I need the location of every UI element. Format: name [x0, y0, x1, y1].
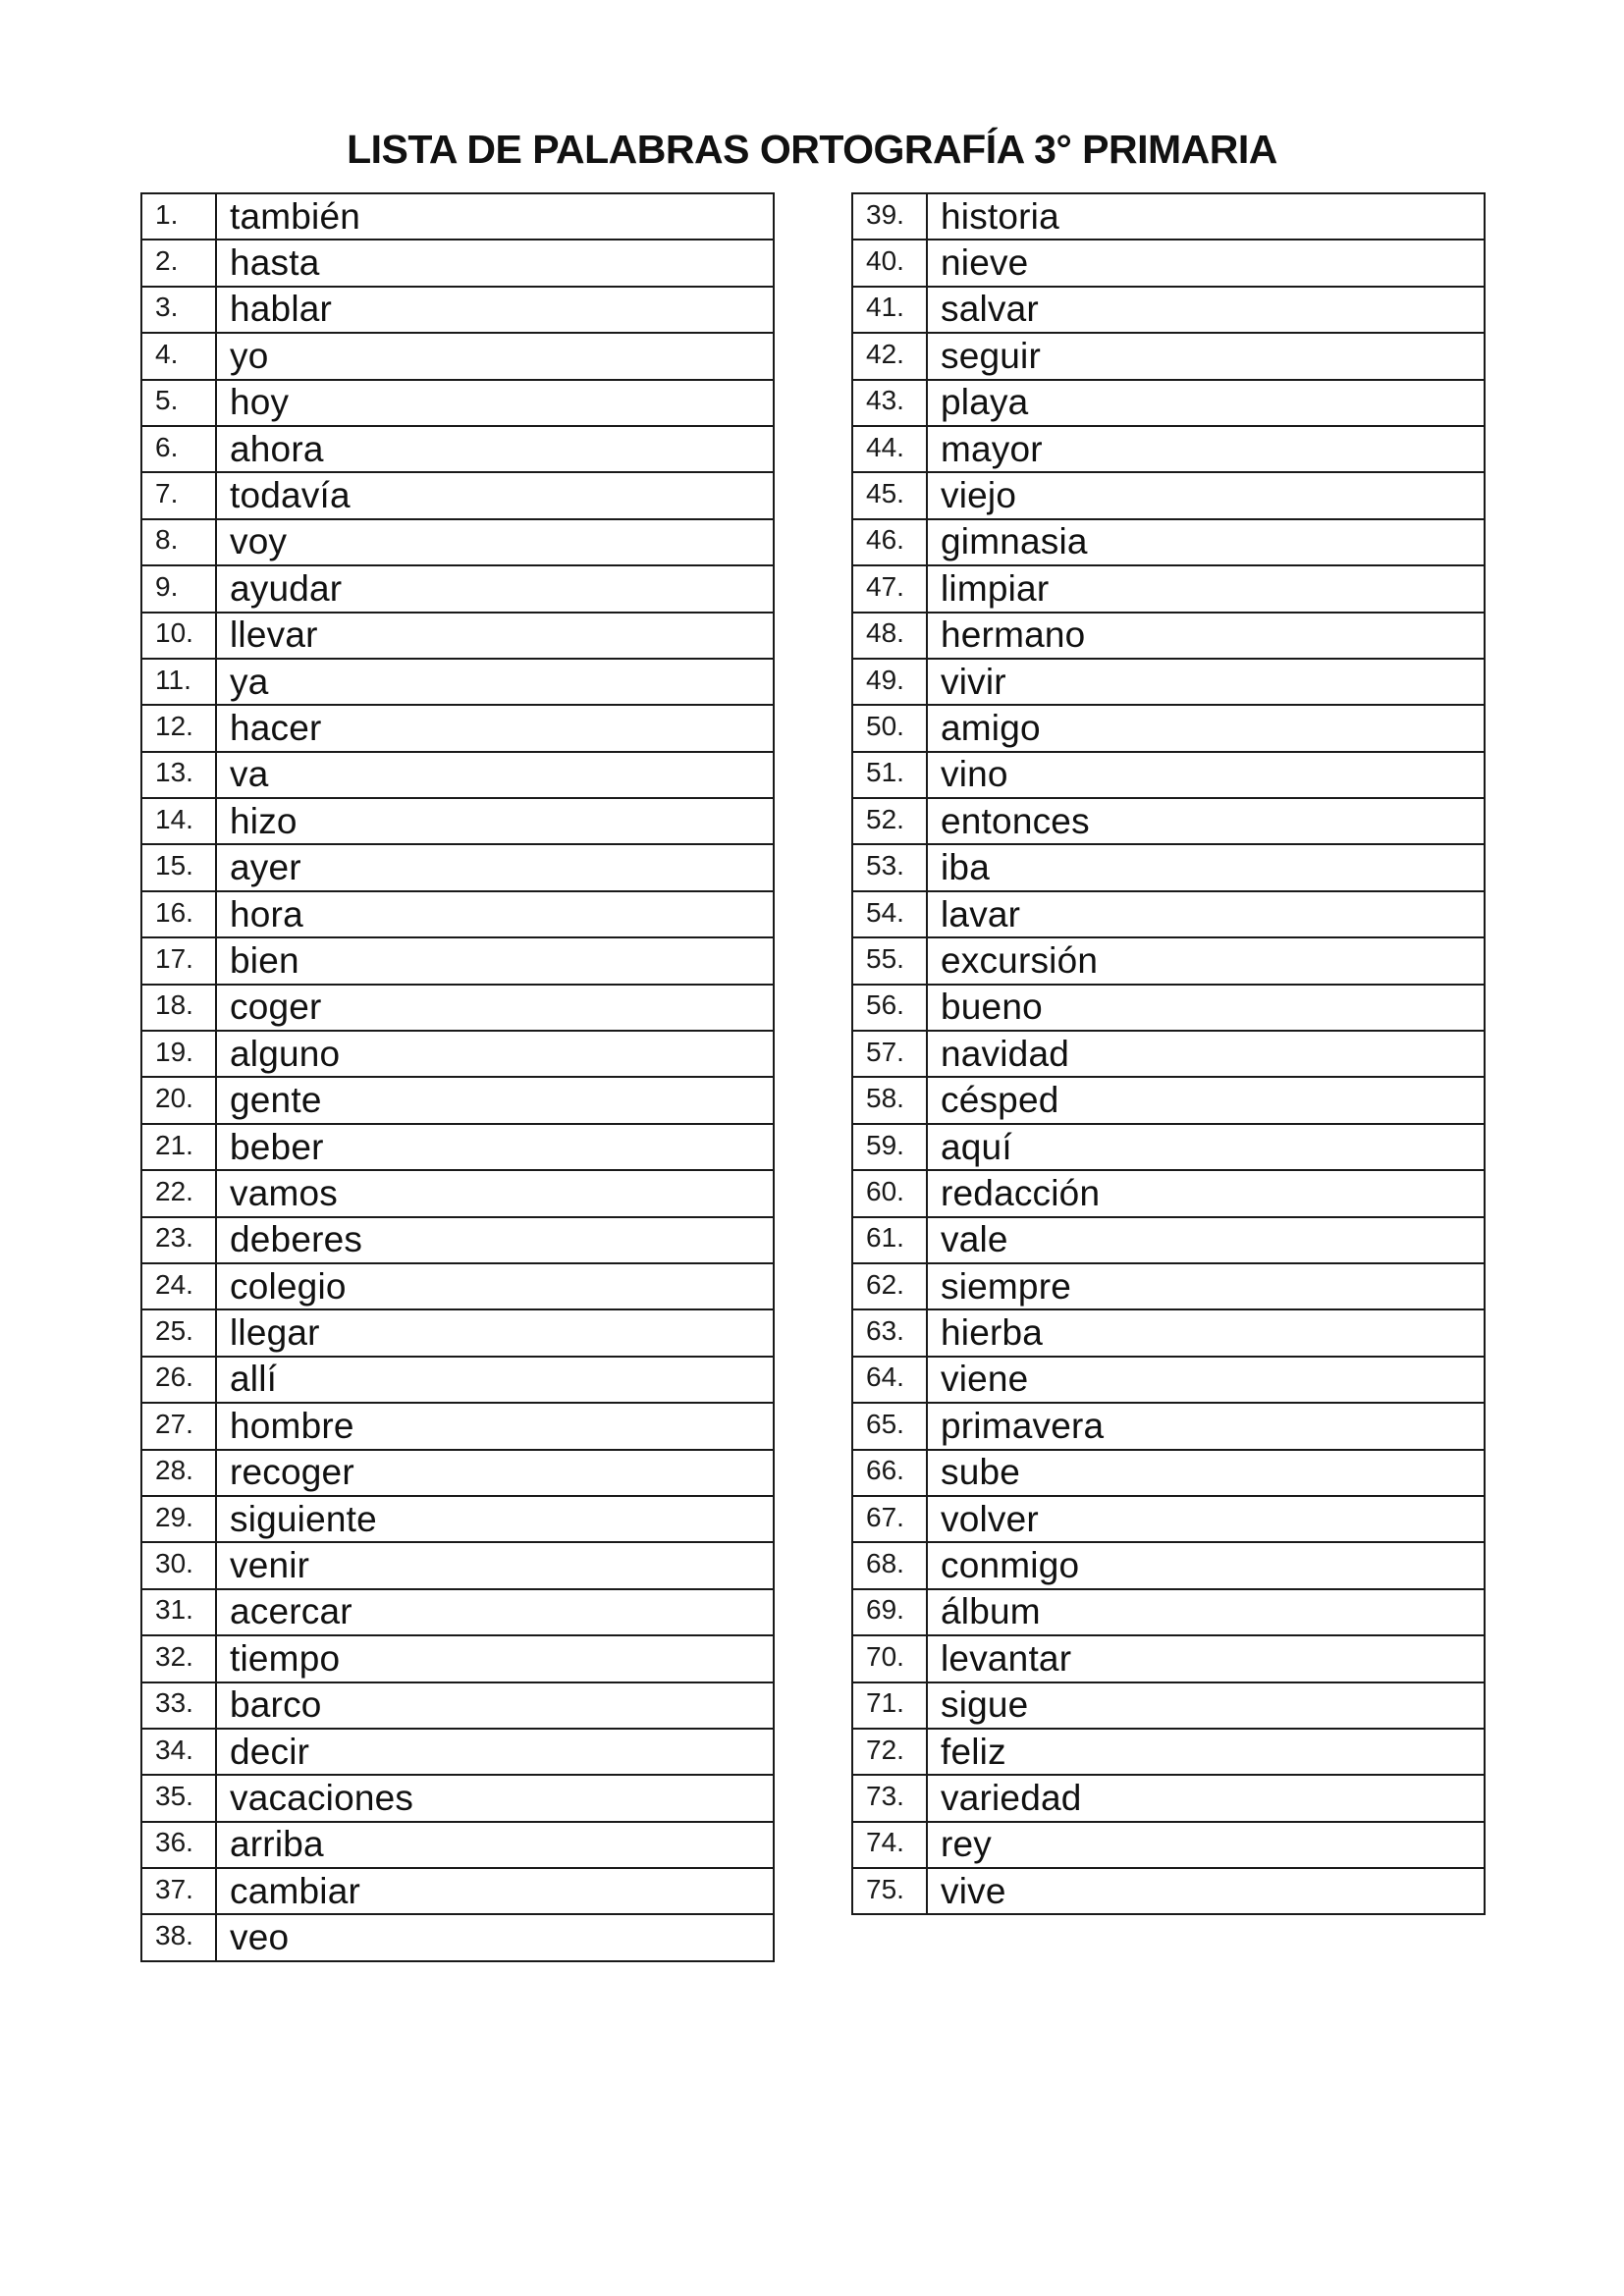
table-row	[141, 1217, 774, 1263]
entry-word: vacaciones	[216, 1775, 774, 1821]
entry-number: 25.	[141, 1309, 216, 1356]
entry-word: playa	[927, 380, 1485, 426]
entry-word: también	[216, 193, 774, 240]
entry-number: 21.	[141, 1124, 216, 1170]
entry-number: 71.	[852, 1682, 927, 1729]
table-row	[141, 985, 774, 1031]
page-title: LISTA DE PALABRAS ORTOGRAFÍA 3° PRIMARIA	[347, 127, 1277, 172]
table-row	[852, 565, 1485, 612]
table-row	[852, 1403, 1485, 1449]
entry-word: aquí	[927, 1124, 1485, 1170]
table-row	[852, 333, 1485, 379]
table-row	[852, 1822, 1485, 1868]
entry-word: hombre	[216, 1403, 774, 1449]
entry-number: 26.	[141, 1357, 216, 1403]
entry-word: conmigo	[927, 1542, 1485, 1588]
entry-number: 59.	[852, 1124, 927, 1170]
entry-number: 61.	[852, 1217, 927, 1263]
entry-word: álbum	[927, 1589, 1485, 1635]
entry-number: 16.	[141, 891, 216, 937]
table-row	[852, 1170, 1485, 1216]
entry-number: 42.	[852, 333, 927, 379]
entry-word: césped	[927, 1077, 1485, 1123]
entry-number: 15.	[141, 844, 216, 890]
table-row	[141, 613, 774, 659]
entry-word: primavera	[927, 1403, 1485, 1449]
entry-word: ayer	[216, 844, 774, 890]
entry-word: ahora	[216, 426, 774, 472]
entry-word: limpiar	[927, 565, 1485, 612]
table-row	[852, 659, 1485, 705]
entry-number: 17.	[141, 937, 216, 984]
table-row	[141, 193, 774, 240]
table-row	[141, 1263, 774, 1309]
entry-word: cambiar	[216, 1868, 774, 1914]
entry-word: venir	[216, 1542, 774, 1588]
entry-word: alguno	[216, 1031, 774, 1077]
entry-word: historia	[927, 193, 1485, 240]
entry-number: 55.	[852, 937, 927, 984]
entry-number: 65.	[852, 1403, 927, 1449]
entry-word: allí	[216, 1357, 774, 1403]
table-row	[852, 985, 1485, 1031]
table-row	[141, 1542, 774, 1588]
entry-word: colegio	[216, 1263, 774, 1309]
word-table-left-body	[141, 193, 774, 1961]
table-row	[852, 752, 1485, 798]
table-row	[141, 752, 774, 798]
table-row	[852, 1357, 1485, 1403]
table-row	[141, 1357, 774, 1403]
entry-number: 3.	[141, 287, 216, 333]
entry-word: todavía	[216, 472, 774, 518]
entry-word: redacción	[927, 1170, 1485, 1216]
entry-number: 62.	[852, 1263, 927, 1309]
entry-word: vino	[927, 752, 1485, 798]
table-row	[141, 891, 774, 937]
entry-word: feliz	[927, 1729, 1485, 1775]
table-row	[852, 426, 1485, 472]
entry-word: bien	[216, 937, 774, 984]
table-row	[141, 1496, 774, 1542]
entry-word: gente	[216, 1077, 774, 1123]
entry-number: 50.	[852, 705, 927, 751]
entry-number: 49.	[852, 659, 927, 705]
entry-word: gimnasia	[927, 519, 1485, 565]
entry-number: 64.	[852, 1357, 927, 1403]
entry-word: navidad	[927, 1031, 1485, 1077]
table-row	[852, 1542, 1485, 1588]
entry-word: mayor	[927, 426, 1485, 472]
entry-number: 13.	[141, 752, 216, 798]
entry-number: 54.	[852, 891, 927, 937]
entry-number: 12.	[141, 705, 216, 751]
entry-number: 73.	[852, 1775, 927, 1821]
entry-word: sigue	[927, 1682, 1485, 1729]
table-row	[141, 1309, 774, 1356]
entry-number: 48.	[852, 613, 927, 659]
entry-word: hasta	[216, 240, 774, 286]
table-row	[852, 613, 1485, 659]
entry-word: sube	[927, 1450, 1485, 1496]
entry-number: 52.	[852, 798, 927, 844]
entry-number: 70.	[852, 1635, 927, 1682]
entry-word: tiempo	[216, 1635, 774, 1682]
entry-number: 5.	[141, 380, 216, 426]
entry-number: 20.	[141, 1077, 216, 1123]
entry-number: 68.	[852, 1542, 927, 1588]
table-row	[852, 705, 1485, 751]
table-row	[141, 519, 774, 565]
entry-word: coger	[216, 985, 774, 1031]
table-row	[141, 472, 774, 518]
entry-word: vamos	[216, 1170, 774, 1216]
entry-word: levantar	[927, 1635, 1485, 1682]
table-row	[852, 1031, 1485, 1077]
table-row	[141, 1868, 774, 1914]
table-row	[852, 1682, 1485, 1729]
entry-word: arriba	[216, 1822, 774, 1868]
entry-number: 24.	[141, 1263, 216, 1309]
entry-number: 32.	[141, 1635, 216, 1682]
entry-number: 72.	[852, 1729, 927, 1775]
entry-word: hierba	[927, 1309, 1485, 1356]
entry-number: 66.	[852, 1450, 927, 1496]
entry-word: deberes	[216, 1217, 774, 1263]
table-row	[141, 705, 774, 751]
entry-number: 63.	[852, 1309, 927, 1356]
entry-number: 74.	[852, 1822, 927, 1868]
table-row	[852, 1496, 1485, 1542]
entry-word: iba	[927, 844, 1485, 890]
entry-word: amigo	[927, 705, 1485, 751]
entry-number: 69.	[852, 1589, 927, 1635]
table-row	[852, 1077, 1485, 1123]
entry-number: 7.	[141, 472, 216, 518]
entry-word: viejo	[927, 472, 1485, 518]
table-row	[852, 240, 1485, 286]
entry-word: ayudar	[216, 565, 774, 612]
table-row	[141, 1031, 774, 1077]
entry-word: decir	[216, 1729, 774, 1775]
entry-number: 34.	[141, 1729, 216, 1775]
entry-number: 23.	[141, 1217, 216, 1263]
entry-word: llevar	[216, 613, 774, 659]
entry-number: 6.	[141, 426, 216, 472]
table-row	[141, 426, 774, 472]
entry-number: 29.	[141, 1496, 216, 1542]
entry-word: rey	[927, 1822, 1485, 1868]
entry-number: 30.	[141, 1542, 216, 1588]
table-row	[141, 1589, 774, 1635]
entry-number: 22.	[141, 1170, 216, 1216]
entry-word: beber	[216, 1124, 774, 1170]
entry-number: 2.	[141, 240, 216, 286]
table-row	[141, 1077, 774, 1123]
entry-number: 33.	[141, 1682, 216, 1729]
entry-number: 44.	[852, 426, 927, 472]
table-row	[141, 1822, 774, 1868]
table-row	[852, 937, 1485, 984]
entry-word: entonces	[927, 798, 1485, 844]
entry-number: 41.	[852, 287, 927, 333]
table-row	[141, 1729, 774, 1775]
table-row	[141, 1124, 774, 1170]
entry-word: salvar	[927, 287, 1485, 333]
entry-word: hermano	[927, 613, 1485, 659]
word-table-right	[851, 192, 1486, 1915]
entry-number: 14.	[141, 798, 216, 844]
table-row	[141, 240, 774, 286]
word-table-right-body	[852, 193, 1485, 1914]
entry-number: 9.	[141, 565, 216, 612]
table-row	[852, 844, 1485, 890]
entry-word: vivir	[927, 659, 1485, 705]
entry-number: 40.	[852, 240, 927, 286]
entry-word: voy	[216, 519, 774, 565]
table-row	[852, 1263, 1485, 1309]
table-row	[852, 1729, 1485, 1775]
entry-number: 31.	[141, 1589, 216, 1635]
entry-number: 51.	[852, 752, 927, 798]
table-row	[852, 1635, 1485, 1682]
table-row	[852, 1450, 1485, 1496]
entry-word: seguir	[927, 333, 1485, 379]
entry-word: hora	[216, 891, 774, 937]
entry-number: 46.	[852, 519, 927, 565]
entry-number: 19.	[141, 1031, 216, 1077]
table-row	[852, 519, 1485, 565]
entry-number: 35.	[141, 1775, 216, 1821]
entry-number: 11.	[141, 659, 216, 705]
entry-word: volver	[927, 1496, 1485, 1542]
entry-word: hablar	[216, 287, 774, 333]
entry-number: 36.	[141, 1822, 216, 1868]
table-row	[141, 333, 774, 379]
table-row	[141, 659, 774, 705]
entry-number: 1.	[141, 193, 216, 240]
entry-number: 57.	[852, 1031, 927, 1077]
table-row	[852, 287, 1485, 333]
entry-word: hacer	[216, 705, 774, 751]
entry-number: 39.	[852, 193, 927, 240]
entry-number: 4.	[141, 333, 216, 379]
entry-number: 43.	[852, 380, 927, 426]
table-row	[852, 1124, 1485, 1170]
entry-word: viene	[927, 1357, 1485, 1403]
entry-word: llegar	[216, 1309, 774, 1356]
table-row	[141, 1775, 774, 1821]
entry-word: acercar	[216, 1589, 774, 1635]
entry-number: 53.	[852, 844, 927, 890]
entry-word: vive	[927, 1868, 1485, 1914]
table-row	[141, 1403, 774, 1449]
entry-word: hoy	[216, 380, 774, 426]
entry-word: barco	[216, 1682, 774, 1729]
table-row	[141, 1170, 774, 1216]
table-row	[141, 844, 774, 890]
entry-word: siempre	[927, 1263, 1485, 1309]
entry-word: ya	[216, 659, 774, 705]
table-row	[852, 380, 1485, 426]
entry-number: 8.	[141, 519, 216, 565]
table-row	[141, 1450, 774, 1496]
entry-number: 45.	[852, 472, 927, 518]
entry-number: 10.	[141, 613, 216, 659]
entry-word: yo	[216, 333, 774, 379]
entry-number: 67.	[852, 1496, 927, 1542]
entry-number: 56.	[852, 985, 927, 1031]
entry-word: recoger	[216, 1450, 774, 1496]
table-row	[852, 798, 1485, 844]
entry-number: 58.	[852, 1077, 927, 1123]
entry-word: vale	[927, 1217, 1485, 1263]
entry-number: 60.	[852, 1170, 927, 1216]
entry-word: va	[216, 752, 774, 798]
entry-word: siguiente	[216, 1496, 774, 1542]
entry-word: veo	[216, 1914, 774, 1960]
table-row	[852, 1217, 1485, 1263]
entry-number: 37.	[141, 1868, 216, 1914]
table-row	[141, 1914, 774, 1960]
entry-number: 47.	[852, 565, 927, 612]
entry-number: 75.	[852, 1868, 927, 1914]
table-row	[141, 1635, 774, 1682]
table-row	[141, 798, 774, 844]
table-row	[141, 565, 774, 612]
entry-word: nieve	[927, 240, 1485, 286]
word-table-left	[140, 192, 775, 1962]
table-row	[141, 937, 774, 984]
entry-number: 28.	[141, 1450, 216, 1496]
entry-word: variedad	[927, 1775, 1485, 1821]
table-row	[141, 380, 774, 426]
entry-number: 18.	[141, 985, 216, 1031]
table-row	[852, 1775, 1485, 1821]
table-row	[852, 472, 1485, 518]
table-row	[852, 1309, 1485, 1356]
table-row	[141, 287, 774, 333]
entry-number: 27.	[141, 1403, 216, 1449]
entry-word: bueno	[927, 985, 1485, 1031]
table-row	[141, 1682, 774, 1729]
entry-word: lavar	[927, 891, 1485, 937]
entry-word: hizo	[216, 798, 774, 844]
table-row	[852, 193, 1485, 240]
table-row	[852, 891, 1485, 937]
entry-word: excursión	[927, 937, 1485, 984]
table-row	[852, 1589, 1485, 1635]
entry-number: 38.	[141, 1914, 216, 1960]
table-row	[852, 1868, 1485, 1914]
